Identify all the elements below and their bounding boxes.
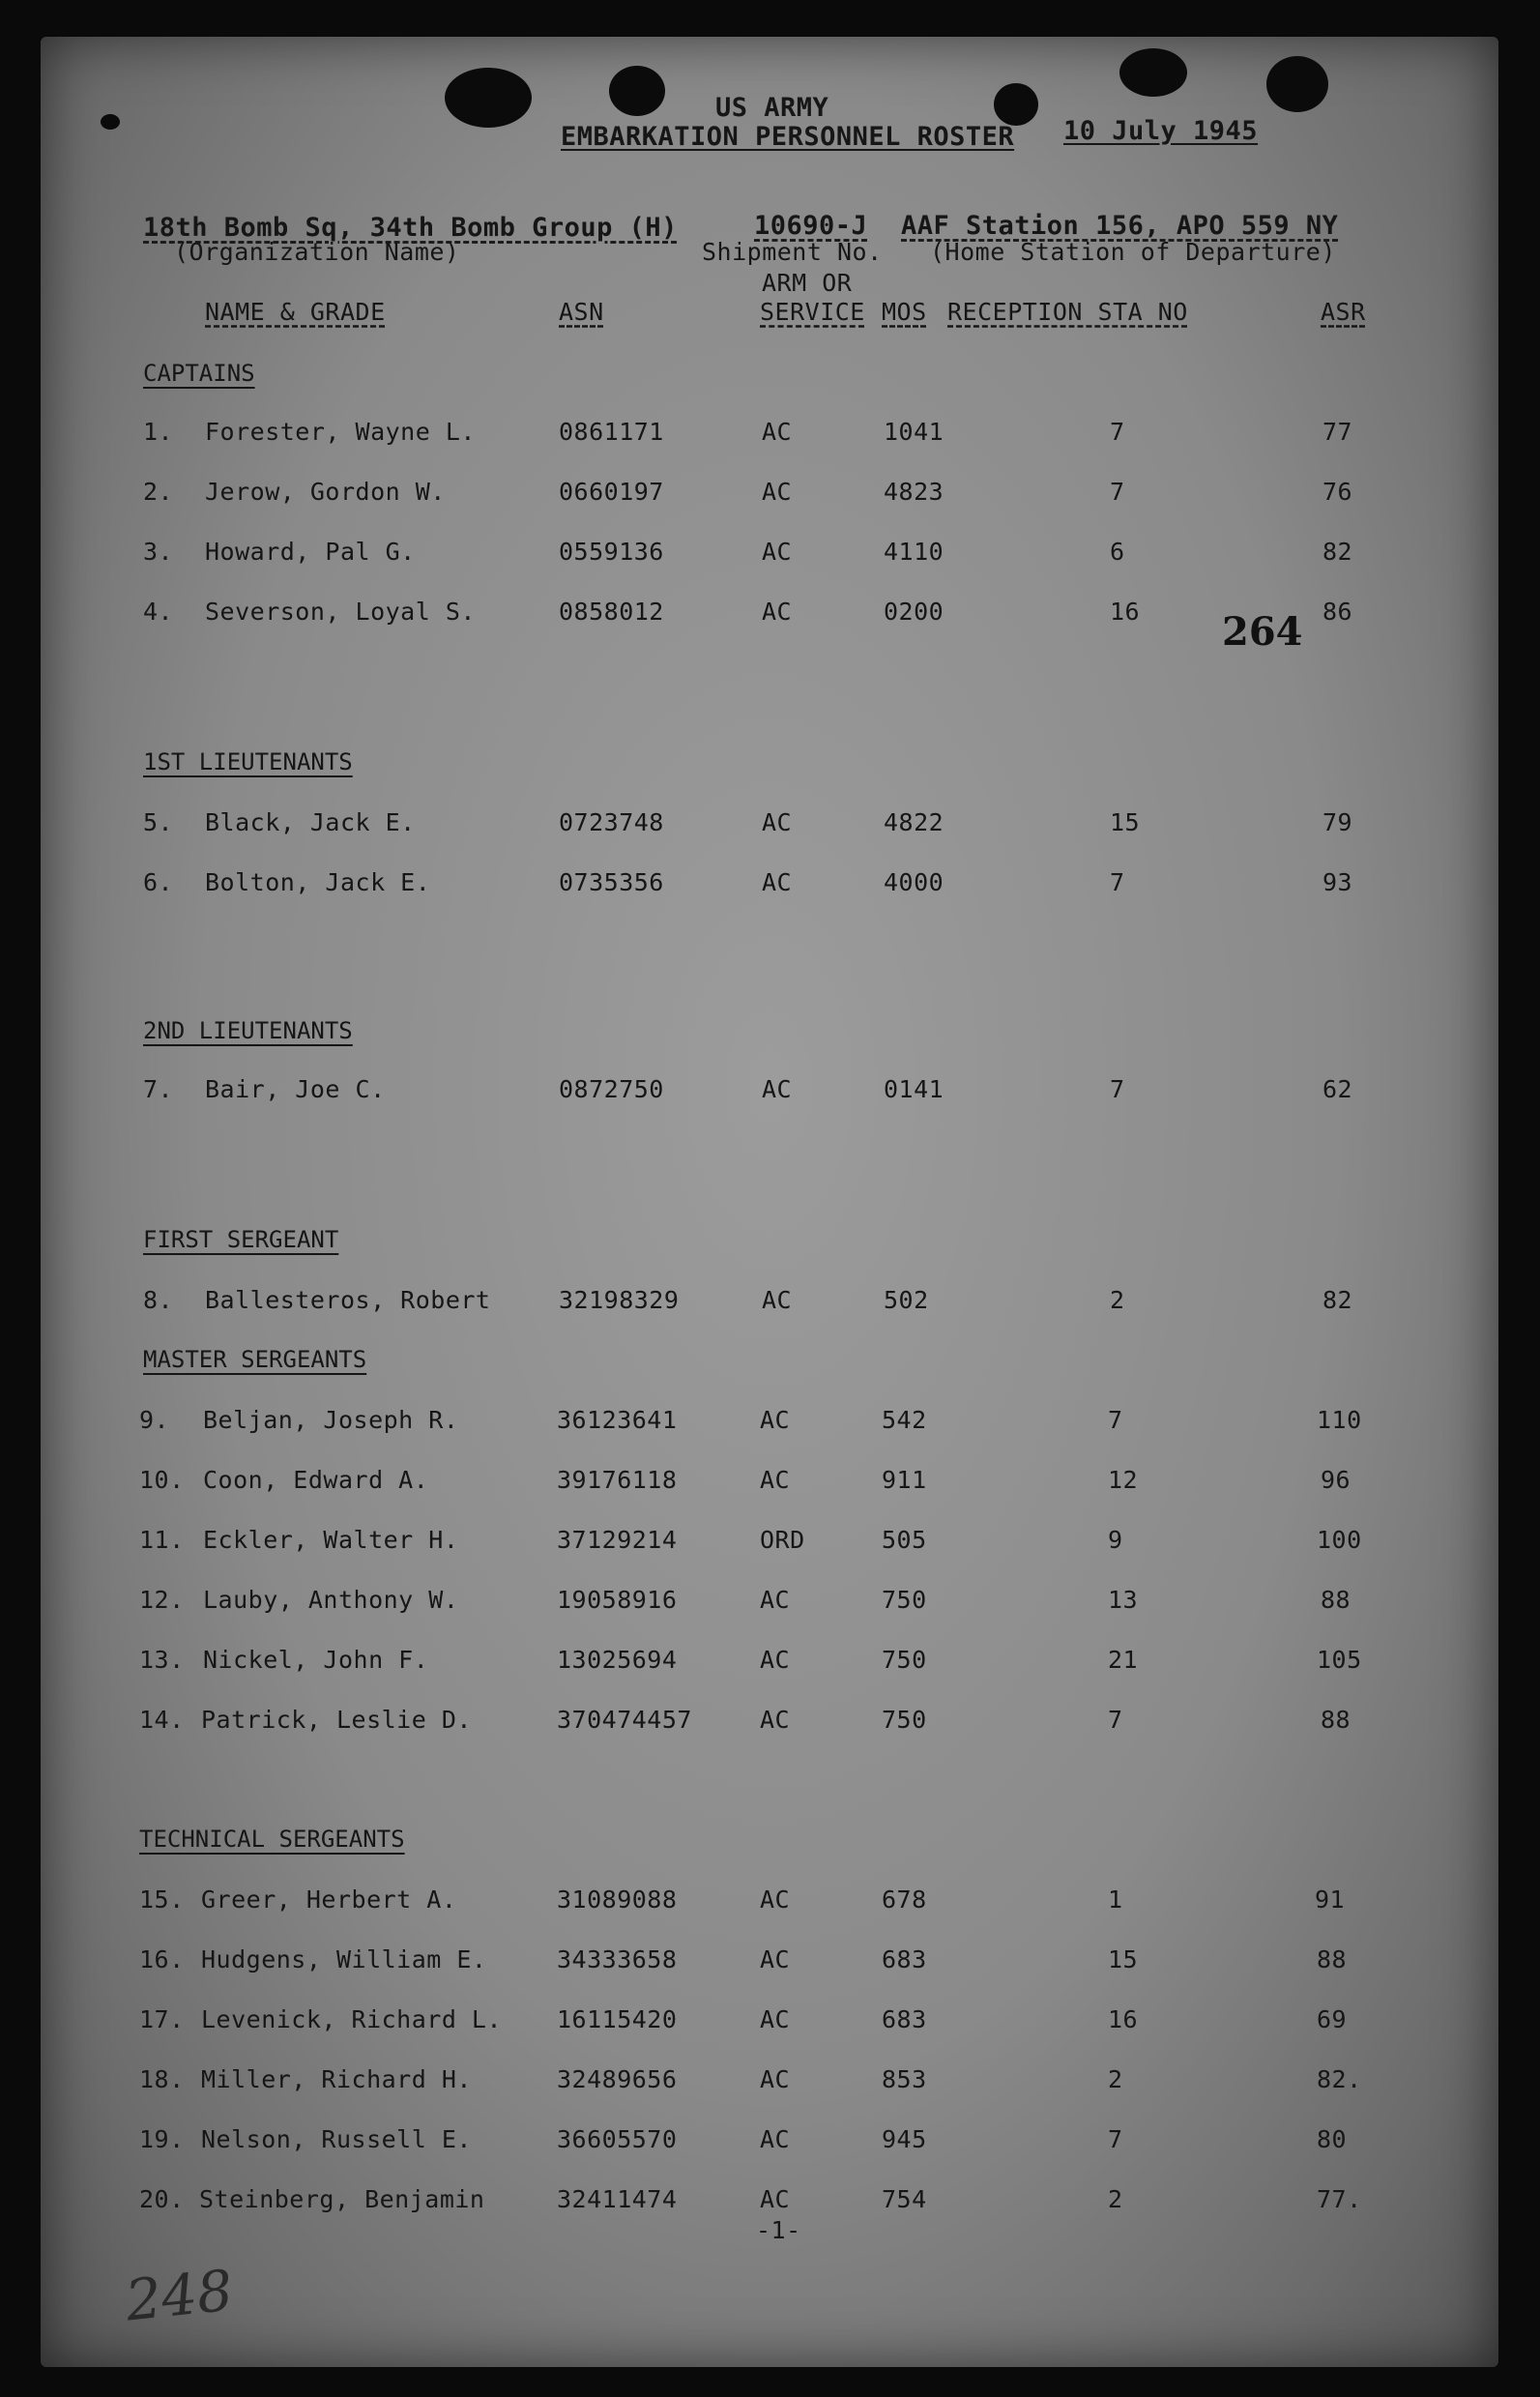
row-asn: 34333658: [557, 1945, 678, 1973]
row-name: Bair, Joe C.: [205, 1075, 386, 1103]
header-line1: US ARMY: [715, 93, 829, 123]
row-name: Coon, Edward A.: [203, 1466, 429, 1494]
row-name: Miller, Richard H.: [201, 2065, 472, 2093]
row-sta: 15: [1110, 808, 1141, 836]
row-arm: AC: [760, 1885, 791, 1914]
row-arm: AC: [760, 2185, 791, 2213]
row-arm: AC: [762, 1075, 793, 1103]
row-number: 2.: [143, 478, 174, 506]
row-name: Nelson, Russell E.: [201, 2125, 472, 2153]
row-number: 1.: [143, 418, 174, 446]
row-name: Beljan, Joseph R.: [203, 1406, 459, 1434]
row-name: Lauby, Anthony W.: [203, 1586, 459, 1614]
row-mos: 4110: [884, 538, 944, 566]
row-sta: 7: [1110, 868, 1125, 896]
row-number: 9.: [139, 1406, 170, 1434]
row-asn: 0872750: [559, 1075, 664, 1103]
row-asn: 0559136: [559, 538, 664, 566]
organization-name: 18th Bomb Sq, 34th Bomb Group (H): [143, 213, 678, 243]
section-2nd-lieutenants: 2ND LIEUTENANTS: [143, 1017, 353, 1044]
row-asr: 88: [1317, 1945, 1348, 1973]
row-number: 16.: [139, 1945, 185, 1973]
row-asr: 82: [1322, 1286, 1353, 1314]
row-name: Steinberg, Benjamin: [199, 2185, 485, 2213]
row-sta: 13: [1108, 1586, 1139, 1614]
row-asn: 0861171: [559, 418, 664, 446]
row-name: Severson, Loyal S.: [205, 598, 476, 626]
handwritten-number: 248: [122, 2257, 236, 2334]
row-arm: AC: [762, 478, 793, 506]
row-asr: 77: [1322, 418, 1353, 446]
row-asn: 32411474: [557, 2185, 678, 2213]
row-number: 8.: [143, 1286, 174, 1314]
punch-hole: [101, 114, 120, 130]
row-asn: 31089088: [557, 1885, 678, 1914]
col-asr: ASR: [1321, 298, 1366, 326]
row-mos: 911: [882, 1466, 927, 1494]
stamp-number: 264: [1222, 609, 1303, 655]
row-mos: 945: [882, 2125, 927, 2153]
row-number: 19.: [139, 2125, 185, 2153]
row-number: 15.: [139, 1885, 185, 1914]
col-reception-sta: RECEPTION STA NO: [947, 298, 1188, 326]
row-asn: 16115420: [557, 2005, 678, 2033]
row-arm: AC: [760, 1406, 791, 1434]
row-number: 11.: [139, 1526, 185, 1554]
row-name: Ballesteros, Robert: [205, 1286, 491, 1314]
organization-label: (Organization Name): [174, 238, 460, 266]
col-arm-top: ARM OR: [762, 269, 853, 297]
row-number: 4.: [143, 598, 174, 626]
row-asr: 76: [1322, 478, 1353, 506]
row-name: Levenick, Richard L.: [201, 2005, 503, 2033]
row-asr: 100: [1317, 1526, 1362, 1554]
page-number: -1-: [756, 2216, 801, 2244]
row-arm: AC: [760, 1586, 791, 1614]
row-name: Forester, Wayne L.: [205, 418, 476, 446]
row-asr: 82: [1322, 538, 1353, 566]
row-asn: 0735356: [559, 868, 664, 896]
shipment-label: Shipment No.: [702, 238, 883, 266]
row-arm: AC: [760, 2005, 791, 2033]
row-number: 7.: [143, 1075, 174, 1103]
row-arm: ORD: [760, 1526, 805, 1554]
header-title: EMBARKATION PERSONNEL ROSTER: [561, 122, 1015, 152]
row-mos: 1041: [884, 418, 944, 446]
row-arm: AC: [762, 868, 793, 896]
section-1st-lieutenants: 1ST LIEUTENANTS: [143, 748, 353, 775]
row-asn: 0660197: [559, 478, 664, 506]
row-asr: 88: [1321, 1586, 1351, 1614]
row-arm: AC: [762, 1286, 793, 1314]
row-mos: 750: [882, 1586, 927, 1614]
row-sta: 21: [1108, 1646, 1139, 1674]
row-name: Greer, Herbert A.: [201, 1885, 457, 1914]
row-asn: 36123641: [557, 1406, 678, 1434]
row-asr: 93: [1322, 868, 1353, 896]
row-mos: 502: [884, 1286, 929, 1314]
row-name: Howard, Pal G.: [205, 538, 416, 566]
row-arm: AC: [760, 2125, 791, 2153]
row-asn: 370474457: [557, 1706, 692, 1734]
row-asr: 91: [1315, 1885, 1346, 1914]
col-mos: MOS: [882, 298, 927, 326]
col-arm-service: SERVICE: [760, 298, 865, 326]
section-technical-sergeants: TECHNICAL SERGEANTS: [139, 1826, 405, 1853]
punch-hole: [994, 83, 1038, 126]
row-mos: 4822: [884, 808, 944, 836]
row-number: 17.: [139, 2005, 185, 2033]
row-sta: 2: [1110, 1286, 1125, 1314]
row-number: 13.: [139, 1646, 185, 1674]
row-arm: AC: [760, 1646, 791, 1674]
row-asr: 86: [1322, 598, 1353, 626]
row-asn: 32198329: [559, 1286, 680, 1314]
row-mos: 853: [882, 2065, 927, 2093]
row-name: Bolton, Jack E.: [205, 868, 431, 896]
row-sta: 7: [1110, 418, 1125, 446]
row-asn: 36605570: [557, 2125, 678, 2153]
row-arm: AC: [760, 1466, 791, 1494]
row-number: 18.: [139, 2065, 185, 2093]
row-asn: 39176118: [557, 1466, 678, 1494]
row-number: 14.: [139, 1706, 185, 1734]
header-date: 10 July 1945: [1063, 116, 1259, 146]
row-number: 3.: [143, 538, 174, 566]
shipment-number: 10690-J: [754, 211, 868, 241]
row-sta: 9: [1108, 1526, 1123, 1554]
row-asn: 32489656: [557, 2065, 678, 2093]
row-arm: AC: [762, 598, 793, 626]
col-asn: ASN: [559, 298, 604, 326]
row-arm: AC: [762, 538, 793, 566]
row-sta: 7: [1110, 1075, 1125, 1103]
row-sta: 7: [1108, 1406, 1123, 1434]
home-station: AAF Station 156, APO 559 NY: [901, 211, 1339, 241]
section-captains: CAPTAINS: [143, 360, 255, 387]
row-asr: 77.: [1317, 2185, 1362, 2213]
row-arm: AC: [760, 1706, 791, 1734]
row-asr: 80: [1317, 2125, 1348, 2153]
row-sta: 16: [1110, 598, 1141, 626]
row-mos: 0141: [884, 1075, 944, 1103]
row-mos: 754: [882, 2185, 927, 2213]
row-sta: 16: [1108, 2005, 1139, 2033]
row-mos: 0200: [884, 598, 944, 626]
punch-hole: [1119, 48, 1187, 97]
row-sta: 7: [1108, 1706, 1123, 1734]
row-sta: 6: [1110, 538, 1125, 566]
row-asn: 19058916: [557, 1586, 678, 1614]
row-asr: 88: [1321, 1706, 1351, 1734]
row-mos: 505: [882, 1526, 927, 1554]
row-name: Jerow, Gordon W.: [205, 478, 446, 506]
row-mos: 750: [882, 1706, 927, 1734]
row-name: Hudgens, William E.: [201, 1945, 487, 1973]
row-mos: 4000: [884, 868, 944, 896]
row-mos: 678: [882, 1885, 927, 1914]
row-mos: 750: [882, 1646, 927, 1674]
punch-hole: [1266, 56, 1328, 112]
row-arm: AC: [762, 418, 793, 446]
row-sta: 7: [1108, 2125, 1123, 2153]
row-arm: AC: [762, 808, 793, 836]
col-name-grade: NAME & GRADE: [205, 298, 386, 326]
row-mos: 683: [882, 1945, 927, 1973]
home-station-label: (Home Station of Departure): [930, 238, 1336, 266]
punch-hole: [445, 68, 532, 128]
row-asr: 62: [1322, 1075, 1353, 1103]
row-asr: 79: [1322, 808, 1353, 836]
row-asn: 37129214: [557, 1526, 678, 1554]
section-first-sergeant: FIRST SERGEANT: [143, 1226, 339, 1253]
row-asr: 82.: [1317, 2065, 1362, 2093]
row-asn: 0723748: [559, 808, 664, 836]
row-sta: 2: [1108, 2185, 1123, 2213]
row-asr: 96: [1321, 1466, 1351, 1494]
row-arm: AC: [760, 2065, 791, 2093]
row-name: Nickel, John F.: [203, 1646, 429, 1674]
row-asn: 13025694: [557, 1646, 678, 1674]
row-mos: 4823: [884, 478, 944, 506]
row-sta: 1: [1108, 1885, 1123, 1914]
row-number: 5.: [143, 808, 174, 836]
row-sta: 15: [1108, 1945, 1139, 1973]
row-asr: 105: [1317, 1646, 1362, 1674]
row-sta: 2: [1108, 2065, 1123, 2093]
row-mos: 683: [882, 2005, 927, 2033]
row-name: Eckler, Walter H.: [203, 1526, 459, 1554]
row-number: 12.: [139, 1586, 185, 1614]
row-asr: 110: [1317, 1406, 1362, 1434]
row-arm: AC: [760, 1945, 791, 1973]
row-sta: 12: [1108, 1466, 1139, 1494]
row-name: Black, Jack E.: [205, 808, 416, 836]
row-number: 10.: [139, 1466, 185, 1494]
row-sta: 7: [1110, 478, 1125, 506]
section-master-sergeants: MASTER SERGEANTS: [143, 1346, 367, 1373]
row-number: 6.: [143, 868, 174, 896]
row-number: 20.: [139, 2185, 185, 2213]
punch-hole: [609, 66, 665, 116]
row-asr: 69: [1317, 2005, 1348, 2033]
row-mos: 542: [882, 1406, 927, 1434]
row-asn: 0858012: [559, 598, 664, 626]
row-name: Patrick, Leslie D.: [201, 1706, 472, 1734]
